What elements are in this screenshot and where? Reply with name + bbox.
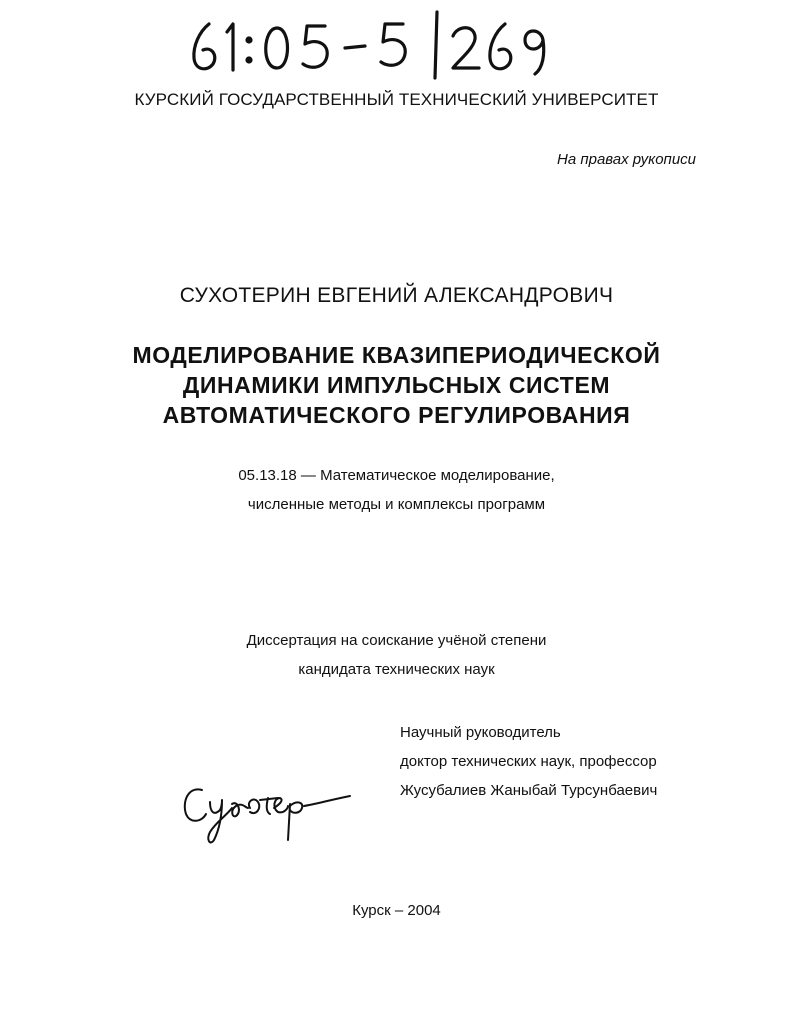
handwritten-catalog-number — [185, 10, 585, 80]
title-line: МОДЕЛИРОВАНИЕ КВАЗИПЕРИОДИЧЕСКОЙ — [132, 342, 661, 368]
dissertation-title — [0, 340, 793, 430]
scientific-advisor — [400, 718, 657, 805]
degree-line: кандидата технических наук — [298, 661, 495, 678]
title-line: АВТОМАТИЧЕСКОГО РЕГУЛИРОВАНИЯ — [162, 402, 631, 428]
author-signature — [180, 778, 355, 848]
rights-note: На правах рукописи — [557, 151, 696, 168]
title-line: ДИНАМИКИ ИМПУЛЬСНЫХ СИСТЕМ — [182, 372, 611, 398]
degree-line: Диссертация на соискание учёной степени — [246, 632, 547, 649]
specialty-line: 05.13.18 — Математическое моделирование, — [238, 467, 555, 484]
advisor-role: Научный руководитель — [400, 724, 561, 741]
degree-statement — [0, 626, 793, 684]
city-year: Курск – 2004 — [352, 902, 441, 919]
advisor-name: Жусубалиев Жаныбай Турсунбаевич — [400, 782, 658, 799]
author-name: СУХОТЕРИН ЕВГЕНИЙ АЛЕКСАНДРОВИЧ — [179, 284, 614, 307]
advisor-degree: доктор технических наук, профессор — [400, 753, 657, 770]
specialty-code — [0, 461, 793, 519]
specialty-line: численные методы и комплексы программ — [247, 496, 546, 513]
university-name: КУРСКИЙ ГОСУДАРСТВЕННЫЙ ТЕХНИЧЕСКИЙ УНИВЕРСИТЕТ — [134, 90, 659, 109]
